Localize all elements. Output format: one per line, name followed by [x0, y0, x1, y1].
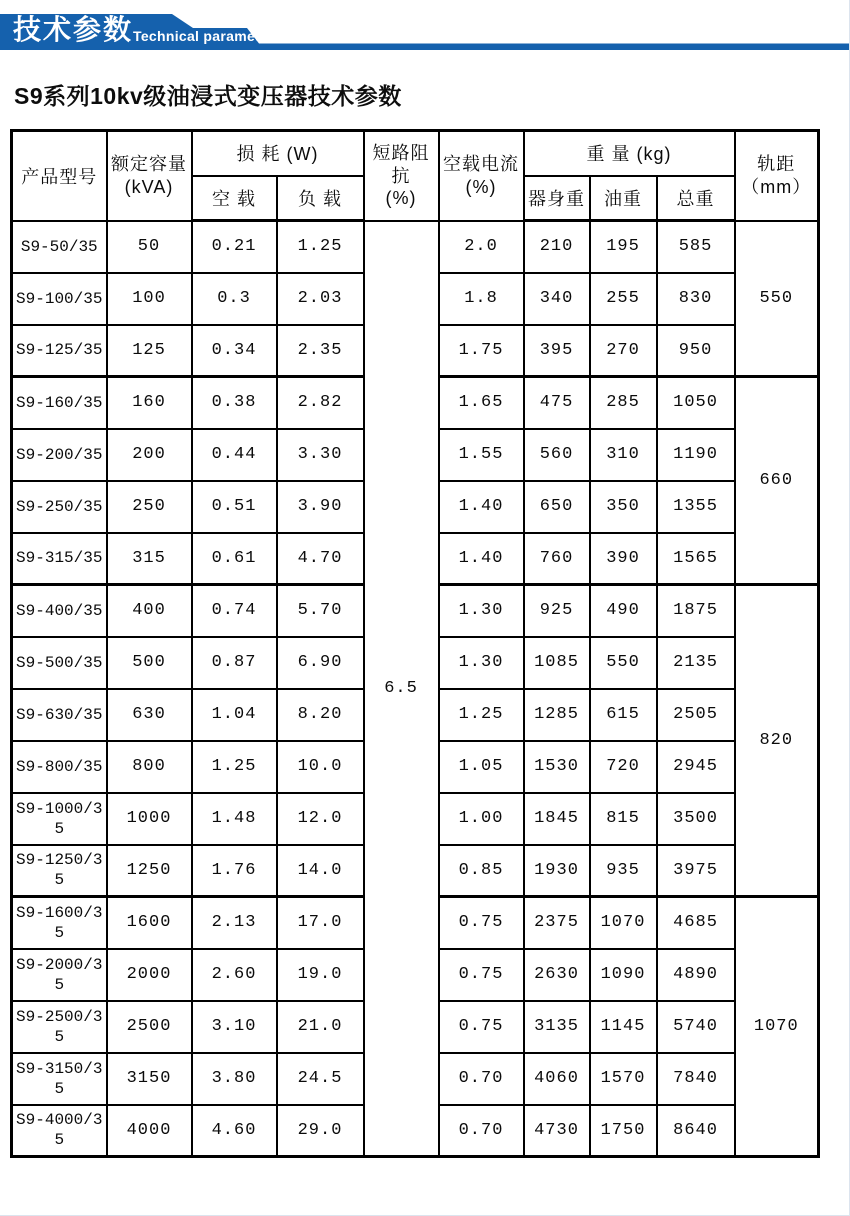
body-weight-cell: 1930 [524, 845, 590, 897]
body-weight-cell: 2630 [524, 949, 590, 1001]
no-load-current-cell: 0.85 [439, 845, 524, 897]
table-body [12, 221, 819, 1157]
model-cell: S9-1000/35 [12, 793, 107, 845]
total-weight-cell: 2945 [657, 741, 735, 793]
gauge-cell: 1070 [735, 897, 819, 1157]
no-load-loss-cell: 2.13 [192, 897, 277, 949]
load-loss-cell: 5.70 [277, 585, 364, 637]
oil-weight-cell: 195 [590, 221, 657, 273]
body-weight-cell: 4730 [524, 1105, 590, 1157]
model-cell: S9-125/35 [12, 325, 107, 377]
oil-weight-cell: 720 [590, 741, 657, 793]
oil-weight-cell: 270 [590, 325, 657, 377]
oil-weight-cell: 550 [590, 637, 657, 689]
impedance-unit: (%) [385, 188, 417, 208]
no-load-current-cell: 1.05 [439, 741, 524, 793]
capacity-cell: 3150 [107, 1053, 192, 1105]
col-header-loss-group: 损 耗 (W) [192, 131, 364, 176]
col-header-impedance [364, 131, 439, 221]
total-weight-cell: 3975 [657, 845, 735, 897]
no-load-current-cell: 1.25 [439, 689, 524, 741]
load-loss-cell: 1.25 [277, 221, 364, 273]
body-weight-cell: 3135 [524, 1001, 590, 1053]
oil-weight-cell: 815 [590, 793, 657, 845]
no-load-loss-cell: 0.34 [192, 325, 277, 377]
no-load-loss-cell: 0.61 [192, 533, 277, 585]
capacity-cell: 160 [107, 377, 192, 429]
model-cell: S9-250/35 [12, 481, 107, 533]
capacity-cell: 1600 [107, 897, 192, 949]
model-cell: S9-315/35 [12, 533, 107, 585]
gauge-cell: 550 [735, 221, 819, 377]
model-cell: S9-100/35 [12, 273, 107, 325]
capacity-cell: 50 [107, 221, 192, 273]
total-weight-cell: 1050 [657, 377, 735, 429]
no-load-current-cell: 0.75 [439, 949, 524, 1001]
total-weight-cell: 5740 [657, 1001, 735, 1053]
no-load-current-cell: 1.55 [439, 429, 524, 481]
model-cell: S9-160/35 [12, 377, 107, 429]
body-weight-cell: 760 [524, 533, 590, 585]
load-loss-cell: 24.5 [277, 1053, 364, 1105]
body-weight-cell: 560 [524, 429, 590, 481]
load-loss-cell: 2.03 [277, 273, 364, 325]
total-weight-cell: 1355 [657, 481, 735, 533]
load-loss-cell: 4.70 [277, 533, 364, 585]
page-title: S9系列10kv级油浸式变压器技术参数 [14, 83, 402, 109]
no-load-loss-cell: 0.44 [192, 429, 277, 481]
body-weight-cell: 4060 [524, 1053, 590, 1105]
model-cell: S9-400/35 [12, 585, 107, 637]
total-weight-cell: 2505 [657, 689, 735, 741]
body-weight-cell: 210 [524, 221, 590, 273]
oil-weight-cell: 1070 [590, 897, 657, 949]
col-header-load-loss: 负 载 [277, 176, 364, 221]
rated-capacity-unit: (kVA) [124, 176, 174, 197]
load-loss-cell: 14.0 [277, 845, 364, 897]
load-loss-cell: 29.0 [277, 1105, 364, 1157]
no-load-loss-cell: 0.21 [192, 221, 277, 273]
no-load-loss-cell: 0.3 [192, 273, 277, 325]
no-load-loss-cell: 0.74 [192, 585, 277, 637]
gauge-cell: 820 [735, 585, 819, 897]
total-weight-cell: 3500 [657, 793, 735, 845]
table-header [12, 131, 819, 221]
parameters-table [10, 129, 820, 1158]
capacity-cell: 125 [107, 325, 192, 377]
no-load-loss-cell: 0.38 [192, 377, 277, 429]
model-cell: S9-4000/35 [12, 1105, 107, 1157]
col-header-product-model: 产品型号 [12, 131, 107, 221]
oil-weight-cell: 615 [590, 689, 657, 741]
oil-weight-cell: 1145 [590, 1001, 657, 1053]
no-load-loss-cell: 4.60 [192, 1105, 277, 1157]
total-weight-cell: 1875 [657, 585, 735, 637]
model-cell: S9-200/35 [12, 429, 107, 481]
body-weight-cell: 1085 [524, 637, 590, 689]
oil-weight-cell: 1570 [590, 1053, 657, 1105]
oil-weight-cell: 390 [590, 533, 657, 585]
body-weight-cell: 2375 [524, 897, 590, 949]
load-loss-cell: 3.90 [277, 481, 364, 533]
body-weight-cell: 395 [524, 325, 590, 377]
capacity-cell: 100 [107, 273, 192, 325]
oil-weight-cell: 935 [590, 845, 657, 897]
total-weight-cell: 950 [657, 325, 735, 377]
impedance-label-2: 抗 [391, 165, 411, 186]
capacity-cell: 2000 [107, 949, 192, 1001]
capacity-cell: 4000 [107, 1105, 192, 1157]
total-weight-cell: 4890 [657, 949, 735, 1001]
load-loss-cell: 6.90 [277, 637, 364, 689]
no-load-loss-cell: 0.87 [192, 637, 277, 689]
col-header-no-load-current [439, 131, 524, 221]
no-load-current-cell: 0.75 [439, 897, 524, 949]
body-weight-cell: 340 [524, 273, 590, 325]
load-loss-cell: 12.0 [277, 793, 364, 845]
model-cell: S9-2000/35 [12, 949, 107, 1001]
no-load-current-cell: 1.40 [439, 533, 524, 585]
no-load-current-cell: 0.70 [439, 1105, 524, 1157]
body-weight-cell: 650 [524, 481, 590, 533]
capacity-cell: 1250 [107, 845, 192, 897]
model-cell: S9-50/35 [12, 221, 107, 273]
total-weight-cell: 8640 [657, 1105, 735, 1157]
model-cell: S9-800/35 [12, 741, 107, 793]
body-weight-cell: 1845 [524, 793, 590, 845]
no-load-current-cell: 1.30 [439, 637, 524, 689]
col-header-body-weight: 器身重 [524, 176, 590, 221]
load-loss-cell: 8.20 [277, 689, 364, 741]
col-header-weight-group: 重 量 (kg) [524, 131, 735, 176]
total-weight-cell: 1565 [657, 533, 735, 585]
impedance-label-1: 短路阻 [372, 143, 430, 163]
no-load-current-unit: (%) [465, 176, 497, 197]
no-load-loss-cell: 3.80 [192, 1053, 277, 1105]
no-load-current-cell: 0.75 [439, 1001, 524, 1053]
oil-weight-cell: 1090 [590, 949, 657, 1001]
no-load-current-cell: 1.65 [439, 377, 524, 429]
body-weight-cell: 925 [524, 585, 590, 637]
capacity-cell: 500 [107, 637, 192, 689]
no-load-current-cell: 1.8 [439, 273, 524, 325]
banner-title-en: Technical parameter [133, 28, 274, 44]
model-cell: S9-1250/35 [12, 845, 107, 897]
model-cell: S9-3150/35 [12, 1053, 107, 1105]
banner [0, 0, 850, 56]
total-weight-cell: 2135 [657, 637, 735, 689]
rated-capacity-label: 额定容量 [111, 154, 187, 175]
total-weight-cell: 1190 [657, 429, 735, 481]
no-load-current-cell: 1.00 [439, 793, 524, 845]
no-load-current-cell: 1.30 [439, 585, 524, 637]
col-header-rated-capacity [107, 131, 192, 221]
oil-weight-cell: 490 [590, 585, 657, 637]
total-weight-cell: 7840 [657, 1053, 735, 1105]
gauge-unit: （mm） [741, 176, 812, 197]
no-load-loss-cell: 1.25 [192, 741, 277, 793]
total-weight-cell: 830 [657, 273, 735, 325]
no-load-current-label: 空载电流 [443, 154, 520, 175]
no-load-current-cell: 0.70 [439, 1053, 524, 1105]
capacity-cell: 400 [107, 585, 192, 637]
capacity-cell: 1000 [107, 793, 192, 845]
impedance-cell: 6.5 [364, 221, 439, 1157]
body-weight-cell: 1530 [524, 741, 590, 793]
model-cell: S9-1600/35 [12, 897, 107, 949]
capacity-cell: 630 [107, 689, 192, 741]
table-row [12, 221, 819, 273]
no-load-loss-cell: 1.48 [192, 793, 277, 845]
oil-weight-cell: 285 [590, 377, 657, 429]
no-load-loss-cell: 1.76 [192, 845, 277, 897]
no-load-current-cell: 2.0 [439, 221, 524, 273]
gauge-label: 轨距 [757, 154, 796, 175]
col-header-gauge [735, 131, 819, 221]
no-load-current-cell: 1.40 [439, 481, 524, 533]
body-weight-cell: 1285 [524, 689, 590, 741]
gauge-cell: 660 [735, 377, 819, 585]
no-load-loss-cell: 1.04 [192, 689, 277, 741]
oil-weight-cell: 255 [590, 273, 657, 325]
load-loss-cell: 10.0 [277, 741, 364, 793]
oil-weight-cell: 350 [590, 481, 657, 533]
capacity-cell: 315 [107, 533, 192, 585]
load-loss-cell: 17.0 [277, 897, 364, 949]
no-load-loss-cell: 0.51 [192, 481, 277, 533]
load-loss-cell: 19.0 [277, 949, 364, 1001]
no-load-loss-cell: 2.60 [192, 949, 277, 1001]
header-row-1 [12, 131, 819, 176]
oil-weight-cell: 310 [590, 429, 657, 481]
banner-title-cn: 技术参数 [13, 14, 134, 45]
no-load-current-cell: 1.75 [439, 325, 524, 377]
capacity-cell: 2500 [107, 1001, 192, 1053]
oil-weight-cell: 1750 [590, 1105, 657, 1157]
capacity-cell: 800 [107, 741, 192, 793]
col-header-no-load-loss: 空 载 [192, 176, 277, 221]
col-header-total-weight: 总重 [657, 176, 735, 221]
no-load-loss-cell: 3.10 [192, 1001, 277, 1053]
capacity-cell: 250 [107, 481, 192, 533]
model-cell: S9-630/35 [12, 689, 107, 741]
col-header-oil-weight: 油重 [590, 176, 657, 221]
body-weight-cell: 475 [524, 377, 590, 429]
total-weight-cell: 4685 [657, 897, 735, 949]
model-cell: S9-2500/35 [12, 1001, 107, 1053]
total-weight-cell: 585 [657, 221, 735, 273]
load-loss-cell: 3.30 [277, 429, 364, 481]
load-loss-cell: 2.35 [277, 325, 364, 377]
load-loss-cell: 21.0 [277, 1001, 364, 1053]
load-loss-cell: 2.82 [277, 377, 364, 429]
capacity-cell: 200 [107, 429, 192, 481]
model-cell: S9-500/35 [12, 637, 107, 689]
